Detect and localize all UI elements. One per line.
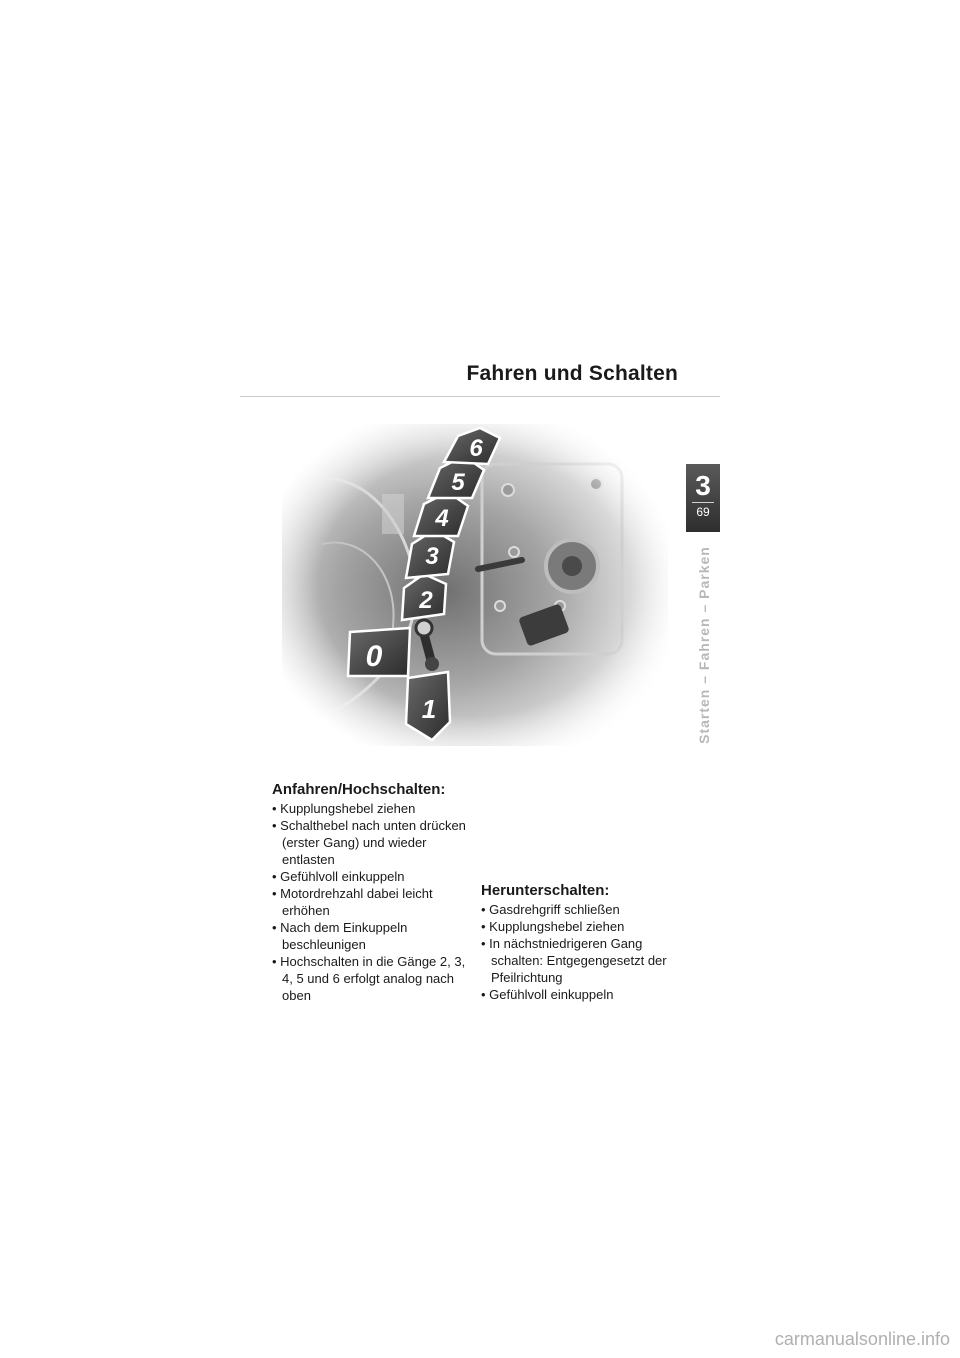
gear-3-label: 3 [425, 543, 439, 570]
gear-2-label: 2 [419, 587, 433, 614]
gear-1-label: 1 [421, 694, 437, 724]
list-item: • Nach dem Einkuppeln beschleunigen [272, 919, 477, 953]
downshift-section [481, 881, 686, 1003]
list-item: • Kupplungshebel ziehen [272, 800, 477, 817]
title-divider [240, 396, 720, 397]
gear-0-box [348, 628, 410, 676]
gear-shift-photo [282, 424, 668, 746]
downshift-heading: Herunterschalten: [481, 882, 610, 899]
list-item: • Motordrehzahl dabei leicht erhöhen [272, 885, 477, 919]
downshift-list [481, 901, 686, 1003]
gear-0-label: 0 [365, 640, 383, 673]
upshift-list [272, 800, 477, 1004]
list-item: • Schalthebel nach unten drücken (erster Gang) und wieder entlasten [272, 817, 477, 868]
chapter-tab [686, 464, 720, 532]
side-tab [690, 545, 718, 745]
page-title: Fahren und Schalten [466, 362, 678, 385]
page-number: 69 [696, 505, 710, 519]
chapter-number: 3 [695, 470, 711, 501]
upshift-section [272, 780, 477, 1004]
list-item: • Kupplungshebel ziehen [481, 918, 686, 935]
list-item: • Gefühlvoll einkuppeln [272, 868, 477, 885]
list-item: • In nächstniedrigeren Gang schalten: Entgegengesetzt der Pfeilrichtung [481, 935, 686, 986]
watermark-link[interactable]: carmanualsonline.info [774, 1329, 950, 1349]
gear-4-label: 4 [435, 505, 449, 532]
list-item: • Gasdrehgriff schließen [481, 901, 686, 918]
gear-6-label: 6 [469, 435, 483, 462]
gear-5-label: 5 [451, 469, 465, 496]
list-item: • Hochschalten in die Gänge 2, 3, 4, 5 und 6 erfolgt analog nach oben [272, 953, 477, 1004]
chapter-side-label: Starten – Fahren – Parken [696, 546, 712, 744]
list-item: • Gefühlvoll einkuppeln [481, 986, 686, 1003]
upshift-heading: Anfahren/Hochschalten: [272, 781, 446, 798]
